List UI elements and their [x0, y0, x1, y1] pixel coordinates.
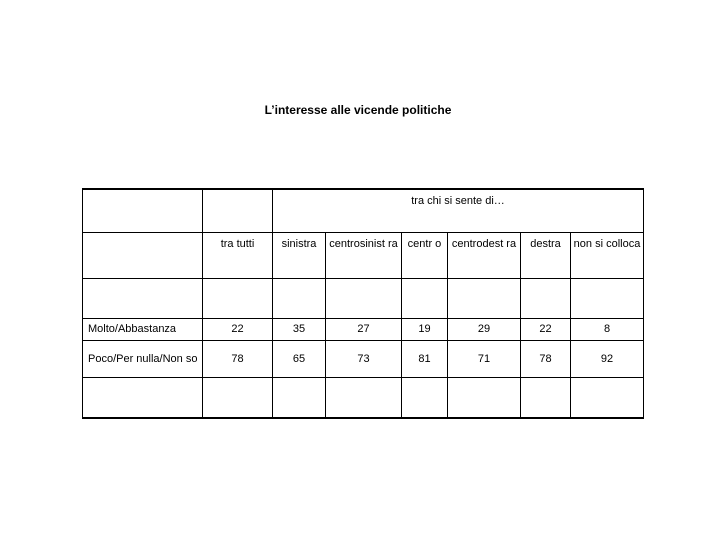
empty-cell — [83, 378, 203, 419]
table-row — [83, 319, 644, 341]
col-header-destra: destra — [521, 233, 571, 279]
empty-cell — [83, 189, 203, 233]
empty-cell — [203, 189, 273, 233]
group-header: tra chi si sente di… — [273, 189, 644, 233]
table-cell: 92 — [571, 341, 644, 378]
col-header-tra-tutti: tra tutti — [203, 233, 273, 279]
blank-row — [83, 279, 644, 319]
row-label: Molto/Abbastanza — [83, 319, 203, 341]
table-cell: 29 — [448, 319, 521, 341]
table-cell: 35 — [273, 319, 326, 341]
empty-cell — [571, 279, 644, 319]
empty-cell — [521, 378, 571, 419]
table-cell: 19 — [402, 319, 448, 341]
empty-cell — [273, 378, 326, 419]
col-header-non-si-colloca: non si colloca — [571, 233, 644, 279]
col-header-centrodestra: centrodest ra — [448, 233, 521, 279]
empty-cell — [571, 378, 644, 419]
table-title: L’interesse alle vicende politiche — [264, 103, 452, 117]
blank-row — [83, 378, 644, 419]
empty-cell — [448, 279, 521, 319]
empty-cell — [273, 279, 326, 319]
empty-cell — [203, 378, 273, 419]
col-header-centro: centr o — [402, 233, 448, 279]
table-cell: 78 — [521, 341, 571, 378]
table-cell: 73 — [326, 341, 402, 378]
empty-cell — [203, 279, 273, 319]
empty-cell — [326, 378, 402, 419]
empty-cell — [326, 279, 402, 319]
empty-cell — [521, 279, 571, 319]
col-header-sinistra: sinistra — [273, 233, 326, 279]
table-cell: 27 — [326, 319, 402, 341]
table-cell: 81 — [402, 341, 448, 378]
table-row — [83, 341, 644, 378]
table-cell: 22 — [203, 319, 273, 341]
column-header-row — [83, 233, 644, 279]
table-cell: 22 — [521, 319, 571, 341]
col-header-centrosinistra: centrosinist ra — [326, 233, 402, 279]
table-cell: 78 — [203, 341, 273, 378]
interest-table — [82, 188, 644, 419]
row-label: Poco/Per nulla/Non so — [83, 341, 203, 378]
table-cell: 65 — [273, 341, 326, 378]
empty-cell — [83, 279, 203, 319]
table-cell: 71 — [448, 341, 521, 378]
empty-cell — [448, 378, 521, 419]
empty-cell — [402, 378, 448, 419]
empty-cell — [83, 233, 203, 279]
table-cell: 8 — [571, 319, 644, 341]
empty-cell — [402, 279, 448, 319]
group-header-row — [83, 189, 644, 233]
